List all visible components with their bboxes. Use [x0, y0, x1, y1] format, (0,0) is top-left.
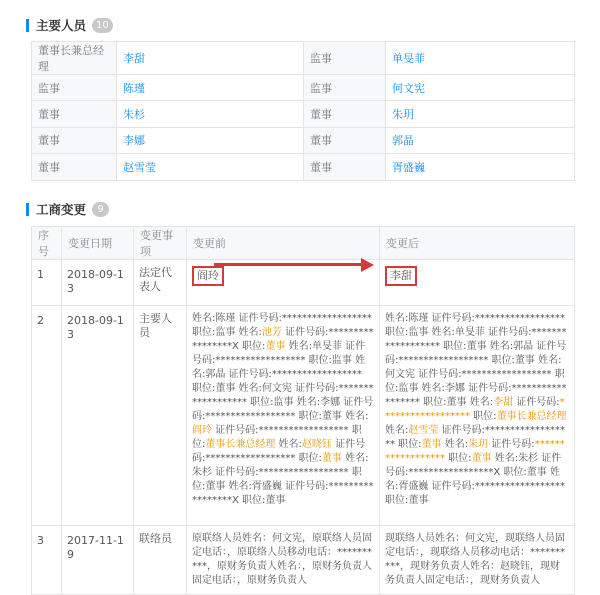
- text-segment: 姓名:单旻菲 证件号码:****************** 职位:监事 姓名:郭晶 证件号码:****************** 职位:董事 姓名:何文宪 证件号码:****************** 职位:监事 姓名:李娜 证件号码:****************** 职位:董事 姓名:: [192, 341, 374, 422]
- members-section-header: [26, 16, 113, 34]
- table-row: [32, 306, 575, 526]
- section-title: 工商变更: [36, 202, 87, 217]
- change-after: 现联络人员姓名：何文宪，现联络人员固定电话：，现联络人员移动电话：**********，现财务负责人姓名：赵晓钰，现财务负责人固定电话：，现财务负责人: [380, 526, 575, 595]
- row-number: 1: [32, 260, 62, 306]
- text-segment: 证件号码:****************** 职位:: [385, 425, 565, 450]
- member-role: 董事: [32, 101, 117, 127]
- column-header: 变更前: [187, 227, 380, 260]
- text-segment: 姓名:: [275, 439, 302, 450]
- member-name-link[interactable]: 陈瑾: [117, 75, 304, 101]
- member-role: 监事: [304, 75, 386, 101]
- member-role: 董事: [304, 127, 386, 153]
- member-name-link[interactable]: 李甜: [117, 42, 304, 75]
- highlight-text: 李甜: [493, 397, 514, 408]
- annotation-box-after: 李甜: [385, 266, 417, 286]
- text-segment: 证件号码:****************** 职位:: [192, 425, 362, 450]
- count-badge: 10: [92, 18, 113, 33]
- highlight-text: 朱玥: [468, 439, 489, 450]
- member-role: 监事: [32, 75, 117, 101]
- row-number: 2: [32, 306, 62, 526]
- table-row: [32, 154, 575, 180]
- member-role: 监事: [304, 42, 386, 75]
- change-after: [380, 260, 575, 306]
- arrow-head-icon: [361, 258, 374, 272]
- highlight-text: ******************: [385, 397, 565, 422]
- text-segment: 证件号码:****************** 职位:: [192, 439, 366, 464]
- change-after: [380, 306, 575, 526]
- section-marker: [26, 19, 29, 32]
- annotation-box-before: 阎玲: [192, 266, 224, 286]
- change-date: 2018-09-13: [62, 260, 134, 306]
- member-name-link[interactable]: 赵雪莹: [117, 154, 304, 180]
- members-table: [31, 41, 575, 181]
- text-segment: 姓名:: [441, 439, 469, 450]
- change-date: 2018-09-13: [62, 306, 134, 526]
- arrow-line: [214, 263, 362, 266]
- text-segment: 姓名:朱杉 证件号码:****************** 职位:董事 姓名:胥盛巍 证件号码:*****************X 职位:董事: [192, 453, 374, 506]
- text-segment: 证件号码:: [488, 439, 535, 450]
- annotation-arrow: [214, 262, 374, 268]
- row-number: 3: [32, 526, 62, 595]
- member-name-link[interactable]: 单旻菲: [386, 42, 575, 75]
- section-title: 主要人员: [36, 18, 87, 33]
- member-name-link[interactable]: 李娜: [117, 127, 304, 153]
- highlight-text: 赵晓钰: [301, 439, 332, 450]
- change-item: 主要人员: [134, 306, 187, 526]
- highlight-text: 董事: [471, 453, 492, 464]
- text-segment: 姓名:: [385, 425, 409, 436]
- member-role: 董事: [304, 154, 386, 180]
- member-role: 董事: [304, 101, 386, 127]
- text-segment: 证件号码:: [513, 397, 560, 408]
- highlight-text: 赵雪莹: [408, 425, 439, 436]
- change-before: 原联络人员姓名：何文宪，原联络人员固定电话：，原联络人员移动电话：**********，原财务负责人姓名：，原财务负责人固定电话：，原财务负责人: [187, 526, 380, 595]
- column-header: 序号: [32, 227, 62, 260]
- changes-section-header: [26, 200, 109, 218]
- section-marker: [26, 203, 29, 216]
- highlight-text: 董事: [321, 453, 342, 464]
- table-row: [32, 75, 575, 101]
- member-name-link[interactable]: 朱玥: [386, 101, 575, 127]
- change-item: 法定代表人: [134, 260, 187, 306]
- highlight-text: ******************: [385, 439, 565, 464]
- text-segment: 姓名:朱杉 证件号码:*****************X 职位:董事 姓名:胥盛巍 证件号码:****************** 职位:董事: [385, 453, 565, 506]
- highlight-text: 董事: [421, 439, 442, 450]
- member-name-link[interactable]: 胥盛巍: [386, 154, 575, 180]
- change-item: 联络员: [134, 526, 187, 595]
- table-row: [32, 101, 575, 127]
- count-badge: 9: [92, 202, 109, 217]
- text-segment: 职位:: [470, 411, 497, 422]
- table-row: [32, 526, 575, 595]
- table-row: [32, 127, 575, 153]
- highlight-text: 董事长兼总经理: [205, 439, 276, 450]
- column-header: 变更事项: [134, 227, 187, 260]
- table-row: [32, 42, 575, 75]
- member-name-link[interactable]: 何文宪: [386, 75, 575, 101]
- change-before: [187, 306, 380, 526]
- highlight-text: 池芳: [261, 327, 282, 338]
- changes-table: [31, 226, 575, 595]
- text-segment: 证件号码:*****************X 职位:: [192, 327, 374, 352]
- member-role: 董事长兼总经理: [32, 42, 117, 75]
- text-segment: 姓名:陈瑾 证件号码:****************** 职位:监事 姓名:: [192, 313, 372, 338]
- text-segment: 职位:: [445, 453, 472, 464]
- member-role: 董事: [32, 127, 117, 153]
- highlight-text: 董事长兼总经理: [496, 411, 567, 422]
- member-role: 董事: [32, 154, 117, 180]
- column-header: 变更后: [380, 227, 575, 260]
- highlight-text: 董事: [265, 341, 286, 352]
- change-date: 2017-11-19: [62, 526, 134, 595]
- text-segment: 姓名:陈瑾 证件号码:****************** 职位:监事 姓名:单旻菲 证件号码:****************** 职位:董事 姓名:郭晶 证件号码:****************** 职位:董事 姓名:何文宪 证件号码:****************** 职位:监事 姓名:李娜 证件号码:****************** 职位:董事 姓名:: [385, 313, 567, 408]
- highlight-text: 阎玲: [192, 425, 212, 436]
- member-name-link[interactable]: 郭晶: [386, 127, 575, 153]
- column-header: 变更日期: [62, 227, 134, 260]
- member-name-link[interactable]: 朱杉: [117, 101, 304, 127]
- table-header-row: [32, 227, 575, 260]
